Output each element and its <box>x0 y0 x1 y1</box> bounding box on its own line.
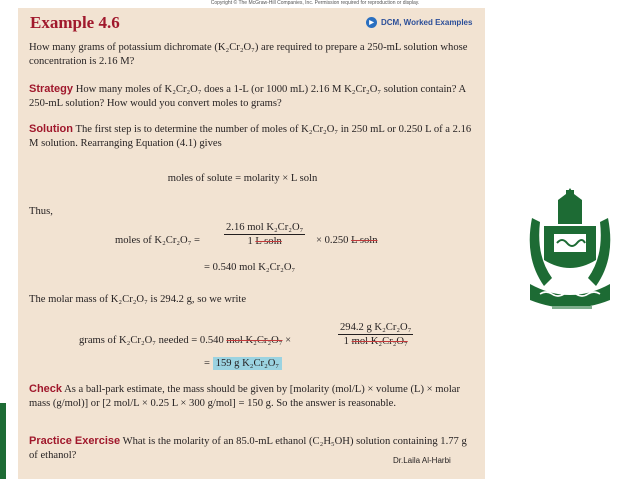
molar-mass-numerator: 294.2 g K₂Cr₂O₇ <box>340 322 412 333</box>
answer-highlight: 159 g K₂Cr₂O₇ <box>213 357 282 370</box>
grams-lhs-unit: mol K₂Cr₂O₇ <box>226 335 283 346</box>
molar-mass-denominator-unit: mol K₂Cr₂O₇ <box>351 336 408 347</box>
author-name: Dr.Laila Al-Harbi <box>393 456 451 465</box>
equation-grams-fraction <box>338 322 413 347</box>
dcm-worked-examples-link[interactable] <box>366 17 472 28</box>
molar-mass-denominator-value: 1 <box>343 336 352 347</box>
dcm-label: DCM, Worked Examples <box>381 18 473 27</box>
fraction-denominator-value: 1 <box>247 236 256 247</box>
check-paragraph <box>29 383 479 410</box>
times-sign: × <box>282 335 292 346</box>
university-emblem-icon <box>522 188 618 318</box>
molar-mass-text: The molar mass of K₂Cr₂O₇ is 294.2 g, so we write <box>29 294 247 305</box>
equation-moles-result: = 0.540 mol K₂Cr₂O₇ <box>204 262 296 273</box>
volume-value: × 0.250 <box>316 235 352 246</box>
equation-grams-lhs <box>79 335 291 346</box>
equation-moles-fraction <box>224 222 305 247</box>
strategy-label: Strategy <box>29 83 74 95</box>
strategy-paragraph <box>29 83 479 110</box>
practice-label: Practice Exercise <box>29 435 121 447</box>
check-label: Check <box>29 383 63 395</box>
check-text: As a ball-park estimate, the mass should be given by [molarity (mol/L) × volume (L) × molar mass (g/mol)] or [2 mol/L × 0.25 L × 300 g/mol] = 150 g. So the answer is reasonable. <box>29 384 460 409</box>
solution-text: The first step is to determine the number of moles of K₂Cr₂O₇ in 250 mL or 0.250 L of a 2.16 M solution. Rearranging Equation (4.1) gives <box>29 124 472 149</box>
copyright-notice: Copyright © The McGraw-Hill Companies, Inc. Permission required for reproduction or display. <box>210 0 420 6</box>
solution-paragraph <box>29 123 479 150</box>
example-title: Example 4.6 <box>30 13 120 32</box>
fraction-denominator-unit: L soln <box>255 236 282 247</box>
equation-moles-volume <box>316 235 378 246</box>
play-disc-icon: ▶ <box>366 17 377 28</box>
practice-text: What is the molarity of an 85.0-mL ethanol (C₂H₅OH) solution containing 1.77 g of ethanol? <box>29 436 467 461</box>
thus-text: Thus, <box>29 206 53 217</box>
left-edge-bar <box>0 403 6 479</box>
question-text: How many grams of potassium dichromate (K₂Cr₂O₇) are required to prepare a 250-mL solution whose concentration is 2.16 M? <box>29 42 468 67</box>
equation-moles-of-solute: moles of solute = molarity × L soln <box>167 173 318 184</box>
volume-unit: L soln <box>351 235 378 246</box>
equation-grams-result <box>204 358 282 369</box>
equation-moles-lhs: moles of K₂Cr₂O₇ = <box>115 235 201 246</box>
grams-lhs-text: grams of K₂Cr₂O₇ needed = 0.540 <box>79 335 227 346</box>
solution-label: Solution <box>29 123 73 135</box>
equals-sign: = <box>204 358 210 369</box>
strategy-text: How many moles of K₂Cr₂O₇ does a 1-L (or 1000 mL) 2.16 M K₂Cr₂O₇ solution contain? A 250-mL solution? How would you convert moles to grams? <box>29 84 466 109</box>
fraction-numerator: 2.16 mol K₂Cr₂O₇ <box>226 222 304 233</box>
